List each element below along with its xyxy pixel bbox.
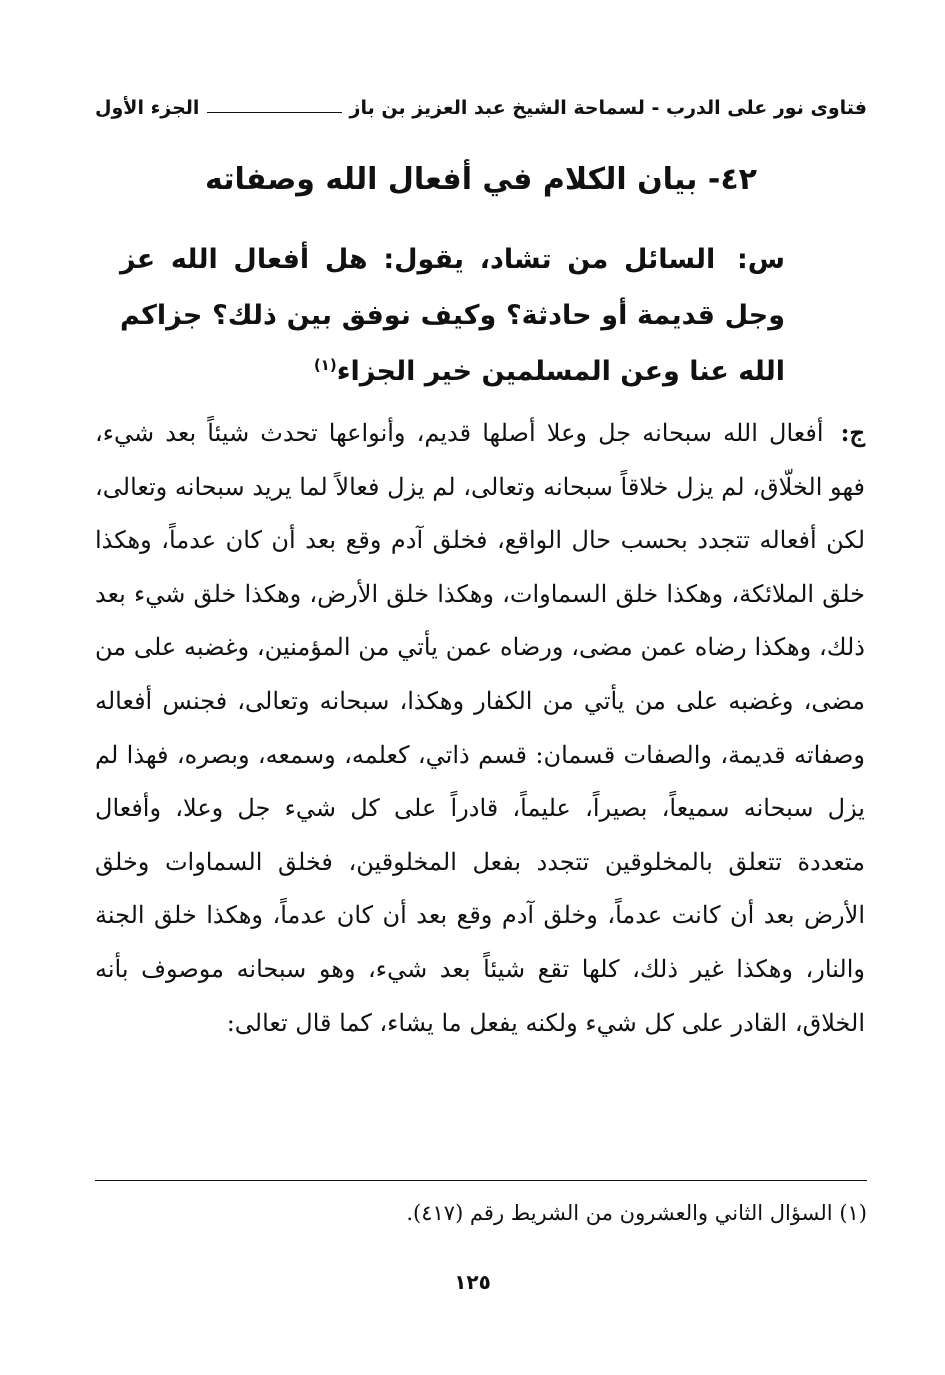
question-text: السائل من تشاد، يقول: هل أفعال الله عز وجل قديمة أو حادثة؟ وكيف نوفق بين ذلك؟ جزاكم الله عنا وعن المسلمين خير الجزاء [120,244,785,387]
answer-text: أفعال الله سبحانه جل وعلا أصلها قديم، وأنواعها تحدث شيئاً بعد شيء، فهو الخلّاق، لم يزل خلاقاً سبحانه وتعالى، لم يزل فعالاً لما يريد سبحانه وتعالى، لكن أفعاله تتجدد بحسب حال الواقع، فخلق آدم وقع بعد أن كان عدماً، وهكذا خلق الملائكة، وهكذا خلق السماوات، وهكذا خلق الأرض، وهكذا خلق شيء بعد ذلك، وهكذا رضاه عمن مضى، ورضاه عمن يأتي من المؤمنين، وغضبه على من مضى، وغضبه على من يأتي من الكفار وهكذا، سبحانه وتعالى، فجنس أفعاله وصفاته قديمة، والصفات قسمان: قسم ذاتي، كعلمه، وسمعه، وبصره، فهذا لم يزل سبحانه سميعاً، بصيراً، عليماً، قادراً على كل شيء جل وعلا، وأفعال متعددة تتعلق بالمخلوقين تتجدد بفعل المخلوقين، فخلق السماوات وخلق الأرض بعد أن كانت عدماً، وخلق آدم وقع بعد أن كان عدماً، وهكذا خلق الجنة والنار، وهكذا غير ذلك، كلها تقع شيئاً بعد شيء، وهو سبحانه موصوف بأنه الخلاق، القادر على كل شيء ولكنه يفعل ما يشاء، كما قال تعالى: [95,419,865,1037]
chapter-title: ٤٢- بيان الكلام في أفعال الله وصفاته [205,162,757,197]
footnote-separator [95,1180,867,1181]
header-book-title: فتاوى نور على الدرب - لسماحة الشيخ عبد العزيز بن باز [349,97,867,119]
header-rule [207,112,341,113]
running-header [95,92,867,124]
answer-marker: ج: [840,418,865,447]
page-number: ١٢٥ [454,1270,491,1294]
footnote: (١) السؤال الثاني والعشرون من الشريط رقم (٤١٧). [406,1201,867,1225]
header-volume: الجزء الأول [95,97,200,119]
question-block [120,232,785,400]
question-footnote-ref: (١) [313,356,337,374]
question-marker: س: [736,244,785,275]
answer-block [95,406,865,1050]
